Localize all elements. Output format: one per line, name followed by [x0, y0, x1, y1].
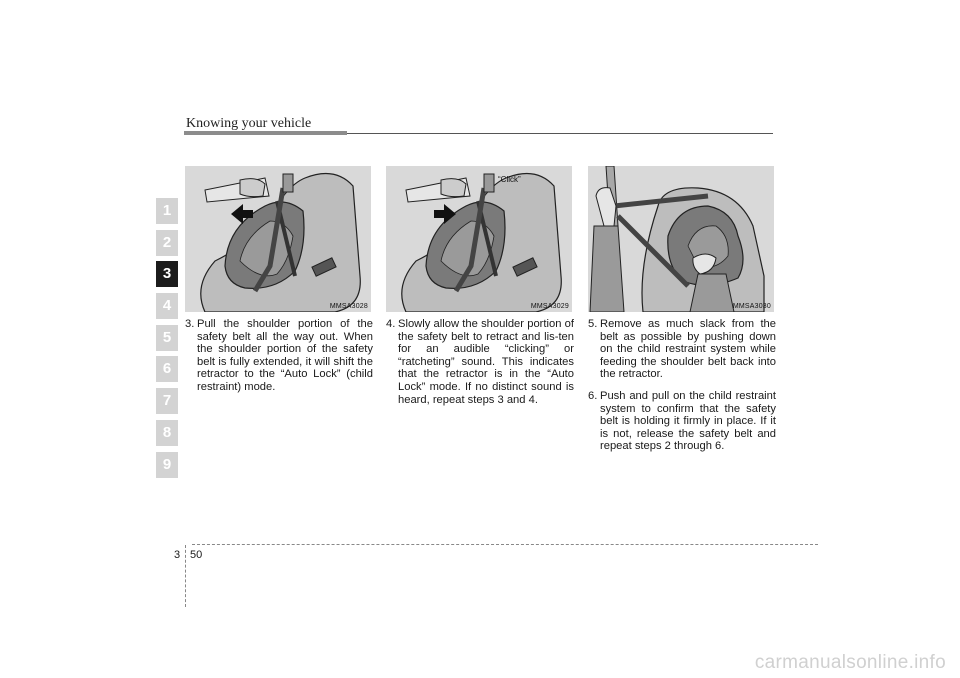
header-rule-accent: [184, 131, 347, 135]
chapter-tabs: [156, 198, 178, 483]
figure-code: MMSA3030: [732, 303, 771, 310]
chapter-tab-9[interactable]: 9: [156, 452, 178, 478]
chapter-tab-5[interactable]: 5: [156, 325, 178, 351]
step-number: 3.: [185, 318, 195, 330]
instruction-column-1: [185, 318, 373, 403]
figure-push-seat: [588, 166, 774, 312]
instruction-column-2: [386, 318, 574, 415]
chapter-tab-4[interactable]: 4: [156, 293, 178, 319]
step-item: [588, 318, 776, 381]
watermark: carmanualsonline.info: [754, 652, 946, 673]
step-number: 6.: [588, 389, 598, 402]
figure-pull-belt: [185, 166, 371, 312]
step-item: [588, 390, 776, 453]
chapter-tab-7[interactable]: 7: [156, 388, 178, 414]
step-item: [386, 318, 574, 406]
figure-code: MMSA3029: [530, 303, 569, 310]
instruction-column-3: [588, 318, 776, 462]
chapter-tab-8[interactable]: 8: [156, 420, 178, 446]
step-number: 5.: [588, 318, 598, 330]
child-seat-retract-belt-illustration: [386, 166, 572, 312]
chapter-tab-1[interactable]: 1: [156, 198, 178, 224]
click-callout: “Click”: [498, 175, 521, 184]
page-header-title: Knowing your vehicle: [186, 116, 312, 131]
footer-chapter-number: 3: [174, 549, 181, 561]
figure-retract-belt: [386, 166, 572, 312]
footer-divider: [192, 544, 818, 545]
step-text: Slowly allow the shoulder portion of the safety belt to retract and lis-ten for an audible “clicking” or “ratcheting” sound. This indicates that the retractor is in the “Auto Lock” mode. If no distinct sound is heard, repeat steps 3 and 4.: [398, 318, 574, 406]
step-text: Push and pull on the child restraint system to confirm that the safety belt is holding it firmly in place. If it is not, release the safety belt and repeat steps 2 through 6.: [600, 389, 776, 453]
header-rule: [347, 133, 773, 134]
chapter-tab-2[interactable]: 2: [156, 230, 178, 256]
footer-page-number: 50: [190, 549, 203, 561]
step-number: 4.: [386, 318, 396, 330]
push-seat-remove-slack-illustration: [588, 166, 774, 312]
step-text: Pull the shoulder portion of the safety belt all the way out. When the shoulder portion of the safety belt is fully extended, it will shift the retractor to the “Auto Lock” (child restraint) mode.: [197, 318, 373, 393]
chapter-tab-6[interactable]: 6: [156, 356, 178, 382]
footer-vertical-divider: [185, 545, 186, 607]
chapter-tab-3[interactable]: 3: [156, 261, 178, 287]
figure-code: MMSA3028: [329, 303, 368, 310]
child-seat-pull-belt-illustration: [185, 166, 371, 312]
step-item: [185, 318, 373, 394]
step-text: Remove as much slack from the belt as possible by pushing down on the child restraint system while feeding the shoulder belt back into the retractor.: [600, 318, 776, 381]
